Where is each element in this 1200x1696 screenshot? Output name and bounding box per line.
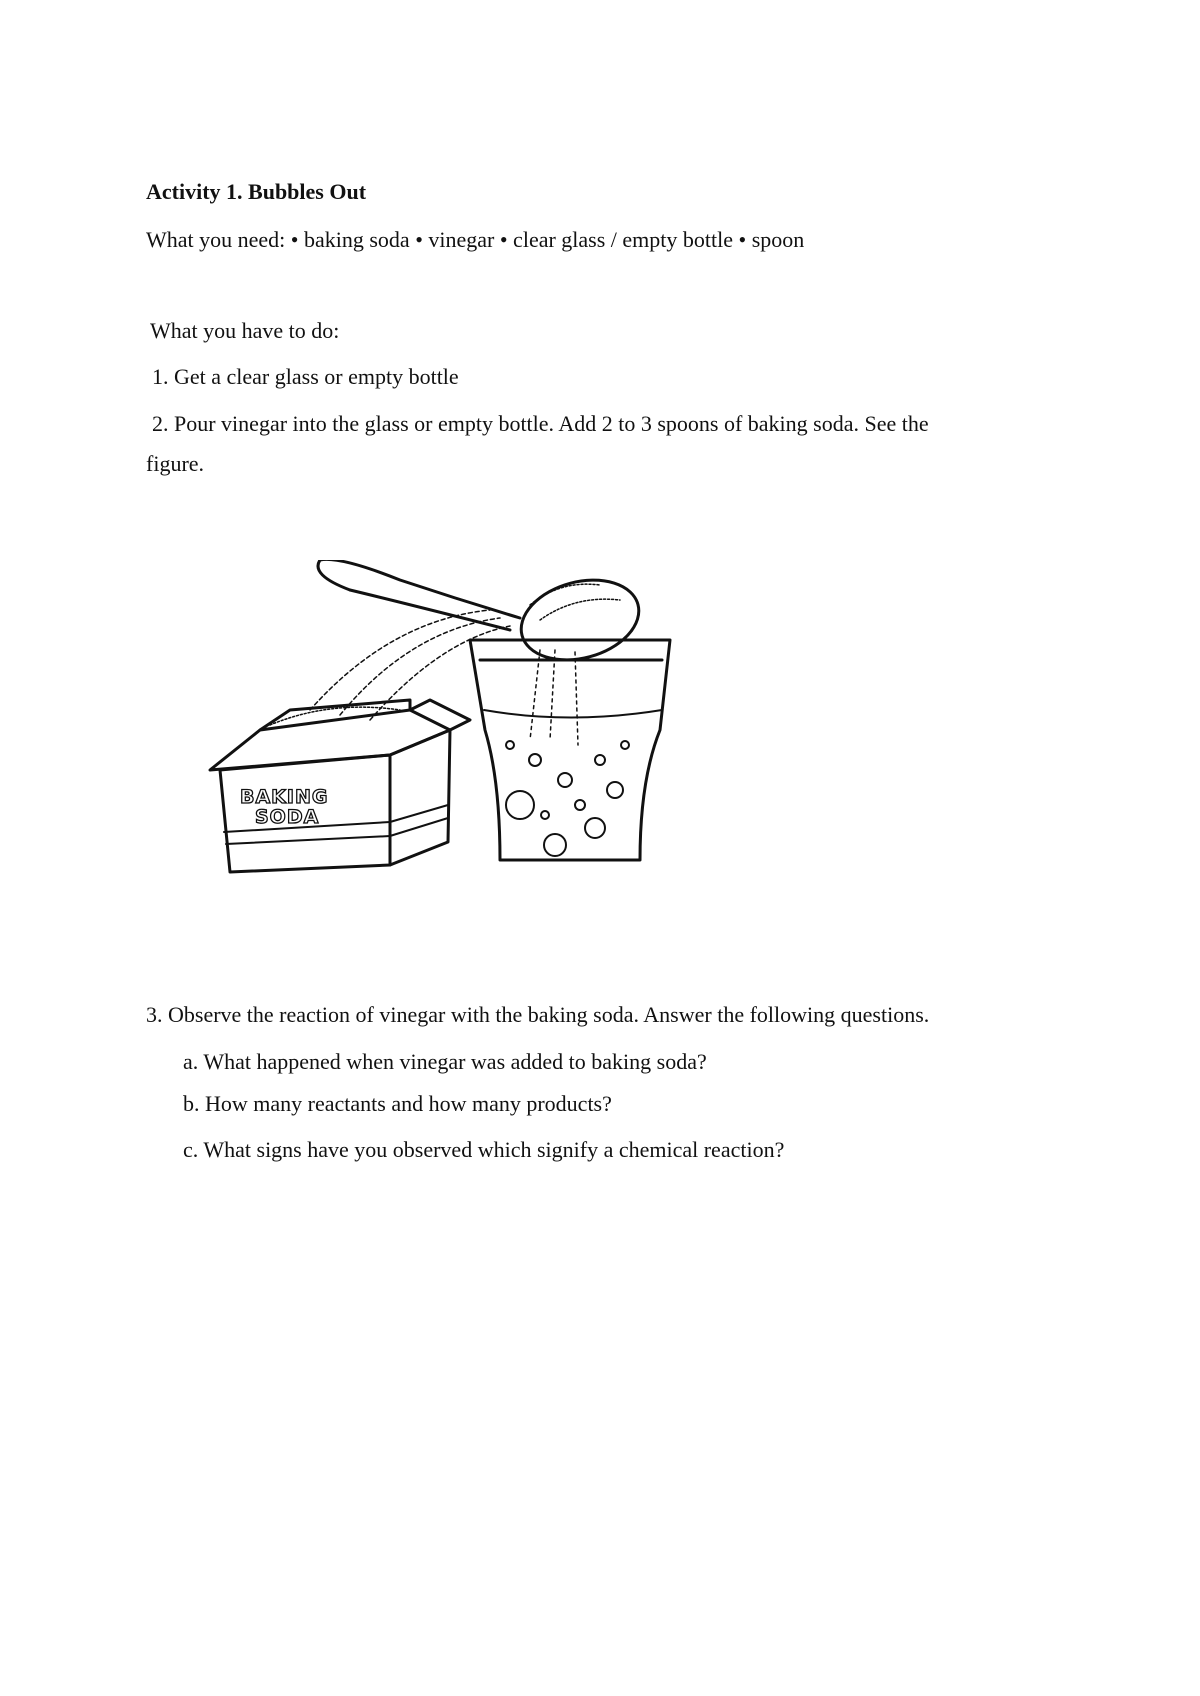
box-label-line1: BAKING [240, 786, 329, 808]
step-3: 3. Observe the reaction of vinegar with the baking soda. Answer the following questions. [146, 1002, 930, 1027]
baking-soda-vinegar-illustration [200, 560, 720, 890]
question-a: a. What happened when vinegar was added to baking soda? [183, 1049, 707, 1074]
question-b: b. How many reactants and how many products? [183, 1091, 612, 1116]
step-2: 2. Pour vinegar into the glass or empty bottle. Add 2 to 3 spoons of baking soda. See the [152, 411, 929, 436]
box-label-line2: SODA [255, 806, 320, 828]
illustration-svg [200, 560, 720, 890]
step-2-continued: figure. [146, 451, 205, 476]
materials-list: What you need: • baking soda • vinegar • clear glass / empty bottle • spoon [146, 227, 805, 252]
step-1: 1. Get a clear glass or empty bottle [152, 364, 459, 389]
procedure-heading: What you have to do: [150, 318, 340, 343]
question-c: c. What signs have you observed which signify a chemical reaction? [183, 1137, 785, 1162]
activity-title: Activity 1. Bubbles Out [146, 179, 367, 204]
